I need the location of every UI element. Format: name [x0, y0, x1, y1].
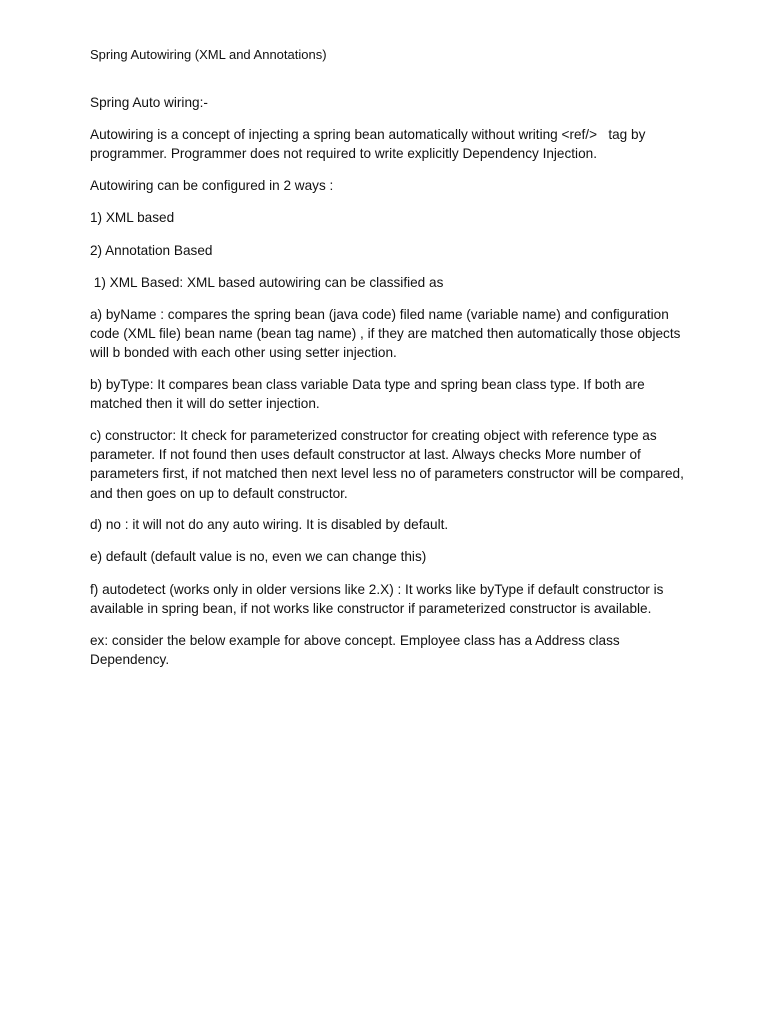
- example-paragraph: ex: consider the below example for above concept. Employee class has a Address class Dependency.: [90, 632, 624, 667]
- list-item-xml-based: 1) XML based: [90, 210, 175, 226]
- bytype-paragraph: b) byType: It compares bean class variable Data type and spring bean class type. If both are matched then it will do setter injection.: [90, 377, 649, 412]
- no-paragraph: d) no : it will not do any auto wiring. It is disabled by default.: [90, 517, 449, 533]
- section-heading: Spring Auto wiring:-: [90, 95, 208, 110]
- default-paragraph: e) default (default value is no, even we can change this): [90, 549, 427, 565]
- configuration-ways-paragraph: Autowiring can be configured in 2 ways :: [90, 178, 334, 194]
- document-header: Spring Autowiring (XML and Annotations): [90, 47, 327, 62]
- constructor-paragraph: c) constructor: It check for parameterized constructor for creating object with reference type as parameter. If not found then uses default constructor at last. Always checks More number of parameters first, if not matched then next level less no of parameters constructor will be compared, and then goes on up to default constructor.: [90, 427, 688, 501]
- autodetect-paragraph: f) autodetect (works only in older versions like 2.X) : It works like byType if default constructor is available in spring bean, if not works like constructor if parameterized constructor is available.: [90, 581, 668, 616]
- list-item-annotation-based: 2) Annotation Based: [90, 242, 213, 258]
- xml-based-classification-paragraph: 1) XML Based: XML based autowiring can be classified as: [90, 274, 444, 290]
- autowiring-definition-paragraph: Autowiring is a concept of injecting a spring bean automatically without writing <ref/> tag by programmer. Programmer does not required to write explicitly Dependency Injection.: [90, 127, 650, 162]
- byname-paragraph: a) byName : compares the spring bean (java code) filed name (variable name) and configuration code (XML file) bean name (bean tag name) , if they are matched then automatically those objects will b bonded with each other using setter injection.: [90, 306, 685, 361]
